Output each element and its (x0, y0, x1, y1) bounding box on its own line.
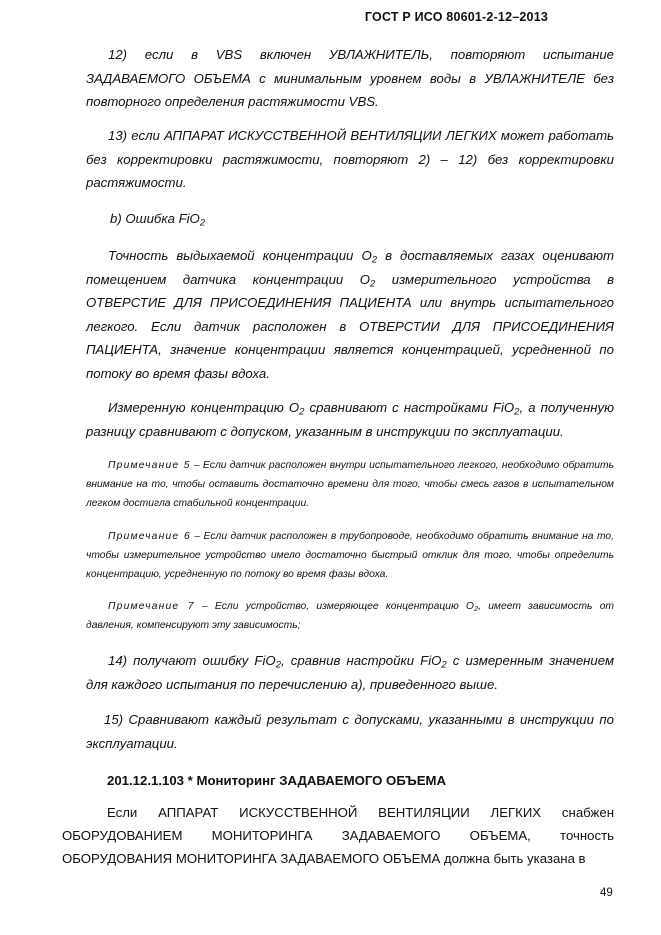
text-part: Точность выдыхаемой концентрации O (108, 248, 372, 263)
text-part: 14) получают ошибку FiO (108, 653, 276, 668)
paragraph-compare (86, 396, 614, 443)
subscript: 2 (371, 254, 378, 266)
section-heading (107, 773, 446, 788)
subscript: 2 (299, 406, 305, 418)
section-title: * Мониторинг ЗАДАВАЕМОГО ОБЪЕМА (184, 773, 447, 788)
note-text: , имеет зависимость от давления, компенсируют эту зависимость; (86, 601, 614, 631)
list-item-12: 12) если в VBS включен УВЛАЖНИТЕЛЬ, повторяют испытание ЗАДАВАЕМОГО ОБЪЕМА с минимальным уровнем воды в УВЛАЖНИТЕЛЕ без повторного определения растяжимости VBS. (86, 47, 614, 109)
text-part: , сравнив настройки FiO (280, 653, 442, 668)
subscript: 2 (275, 659, 281, 671)
subscript: 2 (369, 277, 376, 289)
paragraph-accuracy (86, 244, 614, 385)
note-text: – Если датчик расположен внутри испытательного легкого, необходимо обратить внимание на то, чтобы оставить достаточно времени для того, чтобы смесь газов в испытательном легком достигла стабильной концентрации. (86, 460, 614, 509)
note-label: Примечание 6 (108, 531, 191, 542)
subheading-fio2-error (110, 207, 205, 231)
text-part: сравнивают с настройками FiO (304, 400, 515, 415)
subscript: 2 (514, 406, 520, 418)
text-part: измерительного устройства в ОТВЕРСТИЕ ДЛЯ ПРИСОЕДИНЕНИЯ ПАЦИЕНТА или внутрь испытательного легкого. Если датчик расположен в ОТВЕРСТИИ ДЛЯ ПРИСОЕДИНЕНИЯ ПАЦИЕНТА, значение концентрации является концентрацией, усредненной по потоку во время фазы вдоха. (86, 271, 614, 381)
subscript: 2 (473, 603, 479, 613)
note-label: Примечание 5 (108, 460, 191, 471)
note-6 (86, 527, 614, 584)
note-label: Примечание 7 (108, 601, 195, 612)
page-number: 49 (600, 887, 613, 899)
list-item-14 (86, 649, 614, 696)
list-item-15: 15) Сравнивают каждый результат с допусками, указанными в инструкции по эксплуатации. (86, 712, 614, 751)
text-part: в доставляемых газах оценивают помещением датчика концентрации O (86, 248, 614, 287)
note-text: – Если датчик расположен в трубопроводе, необходимо обратить внимание на то, чтобы измерительное устройство имело достаточно быстрый отклик для того, чтобы определить концентрацию, усредненную по потоку во время фазы вдоха. (86, 531, 614, 580)
note-5 (86, 456, 614, 513)
subscript: 2 (441, 659, 447, 671)
subheading-text: b) Ошибка FiO (110, 211, 200, 226)
list-item-13: 13) если АППАРАТ ИСКУССТВЕННОЙ ВЕНТИЛЯЦИИ ЛЕГКИХ может работать без корректировки растяжимости, повторяют 2) – 12) без корректировки растяжимости. (86, 128, 614, 190)
text-part: Измеренную концентрацию O (108, 400, 300, 415)
note-text: – Если устройство, измеряющее концентрацию O (194, 601, 474, 612)
body-paragraph: Если АППАРАТ ИСКУССТВЕННОЙ ВЕНТИЛЯЦИИ ЛЕГКИХ снабжен ОБОРУДОВАНИЕМ МОНИТОРИНГА ЗАДАВАЕМОГО ОБЪЕМА, точность ОБОРУДОВАНИЯ МОНИТОРИНГА ЗАДАВАЕМОГО ОБЪЕМА должна быть указана в (62, 805, 614, 866)
document-header: ГОСТ Р ИСО 80601-2-12–2013 (364, 10, 548, 24)
note-7 (86, 597, 614, 635)
section-number: 201.12.1.103 (107, 773, 185, 788)
subscript: 2 (199, 217, 206, 229)
text-part: , а полученную разницу сравнивают с допуском, указанным в инструкции по эксплуатации. (86, 400, 614, 439)
text-part: с измеренным значением для каждого испытания по перечислению a), приведенного выше. (86, 653, 614, 692)
